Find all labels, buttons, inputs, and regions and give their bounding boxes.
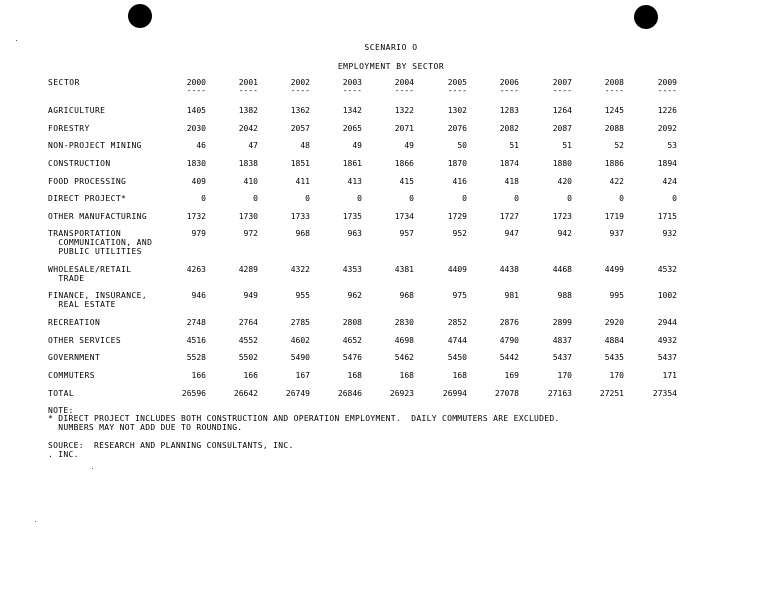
table-cell: 1894 — [657, 159, 677, 168]
table-cell: 1302 — [447, 106, 467, 115]
table-cell: 53 — [667, 141, 677, 150]
table-cell: 1723 — [552, 212, 572, 221]
table-cell: 0 — [201, 194, 206, 203]
table-cell: 972 — [243, 229, 258, 238]
table-cell: 26846 — [337, 389, 362, 398]
table-cell: 420 — [557, 177, 572, 186]
row-label: TOTAL — [48, 389, 75, 398]
header-underline: ---- — [394, 86, 414, 95]
table-cell: 949 — [243, 291, 258, 300]
table-cell: 1886 — [604, 159, 624, 168]
header-underline: ---- — [238, 86, 258, 95]
table-cell: 1226 — [657, 106, 677, 115]
table-cell: 2065 — [342, 124, 362, 133]
header-underline: ---- — [290, 86, 310, 95]
table-cell: 1870 — [447, 159, 467, 168]
table-cell: 411 — [295, 177, 310, 186]
table-cell: 1405 — [186, 106, 206, 115]
year-column-header: 2009 — [657, 78, 677, 87]
table-cell: 968 — [399, 291, 414, 300]
header-underline: ---- — [552, 86, 572, 95]
table-cell: 4744 — [447, 336, 467, 345]
table-cell: 1727 — [499, 212, 519, 221]
table-cell: 1730 — [238, 212, 258, 221]
table-cell: 1838 — [238, 159, 258, 168]
table-cell: 27251 — [599, 389, 624, 398]
table-cell: 988 — [557, 291, 572, 300]
table-cell: 2920 — [604, 318, 624, 327]
row-label: FORESTRY — [48, 124, 90, 133]
year-column-header: 2001 — [238, 78, 258, 87]
table-cell: 46 — [196, 141, 206, 150]
table-cell: 26994 — [442, 389, 467, 398]
year-column-header: 2004 — [394, 78, 414, 87]
header-underline: ---- — [604, 86, 624, 95]
table-cell: 2899 — [552, 318, 572, 327]
table-cell: 422 — [609, 177, 624, 186]
table-cell: 1382 — [238, 106, 258, 115]
table-cell: 968 — [295, 229, 310, 238]
table-cell: 424 — [662, 177, 677, 186]
table-cell: 955 — [295, 291, 310, 300]
table-cell: 2087 — [552, 124, 572, 133]
year-column-header: 2005 — [447, 78, 467, 87]
table-cell: 4698 — [394, 336, 414, 345]
table-cell: 1715 — [657, 212, 677, 221]
source-line: SOURCE: RESEARCH AND PLANNING CONSULTANTS, INC. — [48, 441, 294, 450]
table-cell: 1322 — [394, 106, 414, 115]
table-cell: 937 — [609, 229, 624, 238]
row-label: DIRECT PROJECT* — [48, 194, 127, 203]
table-cell: 5437 — [657, 353, 677, 362]
table-cell: 2830 — [394, 318, 414, 327]
table-cell: 995 — [609, 291, 624, 300]
table-cell: 1002 — [657, 291, 677, 300]
year-column-header: 2007 — [552, 78, 572, 87]
row-label: FINANCE, INSURANCE, REAL ESTATE — [48, 291, 148, 309]
scan-speck — [16, 40, 17, 41]
sector-column-header: SECTOR — [48, 78, 80, 87]
row-label: FOOD PROCESSING — [48, 177, 127, 186]
table-cell: 0 — [619, 194, 624, 203]
table-cell: 1342 — [342, 106, 362, 115]
table-cell: 409 — [191, 177, 206, 186]
table-cell: 4263 — [186, 265, 206, 274]
table-cell: 168 — [452, 371, 467, 380]
table-cell: 2944 — [657, 318, 677, 327]
table-cell: 5437 — [552, 353, 572, 362]
table-cell: 979 — [191, 229, 206, 238]
table-cell: 1874 — [499, 159, 519, 168]
row-label: GOVERNMENT — [48, 353, 101, 362]
table-cell: 4438 — [499, 265, 519, 274]
table-cell: 51 — [562, 141, 572, 150]
table-cell: 4837 — [552, 336, 572, 345]
header-underline: ---- — [186, 86, 206, 95]
table-cell: 26642 — [233, 389, 258, 398]
table-cell: 168 — [347, 371, 362, 380]
table-cell: 5442 — [499, 353, 519, 362]
table-cell: 1735 — [342, 212, 362, 221]
table-cell: 1264 — [552, 106, 572, 115]
table-cell: 52 — [614, 141, 624, 150]
table-cell: 1732 — [186, 212, 206, 221]
table-cell: 4932 — [657, 336, 677, 345]
table-cell: 0 — [253, 194, 258, 203]
table-cell: 4652 — [342, 336, 362, 345]
table-cell: 2057 — [290, 124, 310, 133]
table-cell: 2076 — [447, 124, 467, 133]
table-cell: 1729 — [447, 212, 467, 221]
table-cell: 0 — [514, 194, 519, 203]
table-cell: 4790 — [499, 336, 519, 345]
table-cell: 410 — [243, 177, 258, 186]
table-cell: 0 — [462, 194, 467, 203]
table-cell: 946 — [191, 291, 206, 300]
table-cell: 166 — [243, 371, 258, 380]
table-cell: 48 — [300, 141, 310, 150]
table-cell: 952 — [452, 229, 467, 238]
table-cell: 5462 — [394, 353, 414, 362]
note-line-2: NUMBERS MAY NOT ADD DUE TO ROUNDING. — [48, 423, 243, 432]
table-cell: 4381 — [394, 265, 414, 274]
table-cell: 4499 — [604, 265, 624, 274]
table-cell: 0 — [567, 194, 572, 203]
table-cell: 2808 — [342, 318, 362, 327]
binder-hole-right — [634, 5, 658, 29]
table-cell: 2082 — [499, 124, 519, 133]
table-cell: 49 — [404, 141, 414, 150]
table-cell: 962 — [347, 291, 362, 300]
table-cell: 418 — [504, 177, 519, 186]
scan-speck — [92, 468, 93, 469]
table-cell: 4532 — [657, 265, 677, 274]
table-cell: 1861 — [342, 159, 362, 168]
table-cell: 170 — [609, 371, 624, 380]
table-cell: 2748 — [186, 318, 206, 327]
table-cell: 932 — [662, 229, 677, 238]
table-cell: 5476 — [342, 353, 362, 362]
year-column-header: 2008 — [604, 78, 624, 87]
year-column-header: 2006 — [499, 78, 519, 87]
table-cell: 167 — [295, 371, 310, 380]
table-cell: 2764 — [238, 318, 258, 327]
table-cell: 2092 — [657, 124, 677, 133]
year-column-header: 2003 — [342, 78, 362, 87]
table-cell: 2785 — [290, 318, 310, 327]
page-title: SCENARIO O — [364, 43, 418, 52]
header-underline: ---- — [499, 86, 519, 95]
note-line-1: * DIRECT PROJECT INCLUDES BOTH CONSTRUCTION AND OPERATION EMPLOYMENT. DAILY COMMUTERS ARE EXCLUDED. — [48, 414, 560, 423]
header-underline: ---- — [447, 86, 467, 95]
table-cell: 5450 — [447, 353, 467, 362]
table-cell: 1880 — [552, 159, 572, 168]
table-cell: 963 — [347, 229, 362, 238]
source-line-2: . INC. — [48, 450, 79, 459]
table-cell: 947 — [504, 229, 519, 238]
table-cell: 1734 — [394, 212, 414, 221]
table-cell: 1866 — [394, 159, 414, 168]
table-cell: 27354 — [652, 389, 677, 398]
table-cell: 170 — [557, 371, 572, 380]
table-cell: 171 — [662, 371, 677, 380]
table-cell: 1733 — [290, 212, 310, 221]
row-label: RECREATION — [48, 318, 101, 327]
table-cell: 166 — [191, 371, 206, 380]
row-label: OTHER SERVICES — [48, 336, 122, 345]
table-cell: 26749 — [285, 389, 310, 398]
row-label: OTHER MANUFACTURING — [48, 212, 148, 221]
note-heading: NOTE: — [48, 406, 74, 415]
table-cell: 49 — [352, 141, 362, 150]
table-cell: 2042 — [238, 124, 258, 133]
scan-speck — [35, 521, 36, 522]
table-cell: 27163 — [547, 389, 572, 398]
table-cell: 0 — [672, 194, 677, 203]
year-column-header: 2000 — [186, 78, 206, 87]
table-cell: 1283 — [499, 106, 519, 115]
table-cell: 168 — [399, 371, 414, 380]
table-cell: 4884 — [604, 336, 624, 345]
table-cell: 5490 — [290, 353, 310, 362]
table-cell: 2030 — [186, 124, 206, 133]
table-cell: 1245 — [604, 106, 624, 115]
table-cell: 4602 — [290, 336, 310, 345]
header-underline: ---- — [657, 86, 677, 95]
table-cell: 957 — [399, 229, 414, 238]
table-cell: 1362 — [290, 106, 310, 115]
header-underline: ---- — [342, 86, 362, 95]
table-cell: 27078 — [494, 389, 519, 398]
table-cell: 975 — [452, 291, 467, 300]
table-cell: 4516 — [186, 336, 206, 345]
table-cell: 4552 — [238, 336, 258, 345]
table-cell: 47 — [248, 141, 258, 150]
table-cell: 1719 — [604, 212, 624, 221]
table-cell: 26923 — [389, 389, 414, 398]
table-cell: 415 — [399, 177, 414, 186]
table-cell: 0 — [409, 194, 414, 203]
table-cell: 5502 — [238, 353, 258, 362]
table-cell: 4289 — [238, 265, 258, 274]
table-cell: 2852 — [447, 318, 467, 327]
row-label: WHOLESALE/RETAIL TRADE — [48, 265, 132, 283]
table-cell: 4468 — [552, 265, 572, 274]
table-cell: 0 — [305, 194, 310, 203]
table-cell: 1830 — [186, 159, 206, 168]
table-cell: 2071 — [394, 124, 414, 133]
table-cell: 51 — [509, 141, 519, 150]
table-cell: 4322 — [290, 265, 310, 274]
row-label: COMMUTERS — [48, 371, 95, 380]
table-cell: 0 — [357, 194, 362, 203]
binder-hole-left — [128, 4, 152, 28]
row-label: NON-PROJECT MINING — [48, 141, 142, 150]
year-column-header: 2002 — [290, 78, 310, 87]
table-title: EMPLOYMENT BY SECTOR — [337, 62, 445, 71]
table-cell: 2088 — [604, 124, 624, 133]
table-cell: 981 — [504, 291, 519, 300]
table-cell: 50 — [457, 141, 467, 150]
table-cell: 416 — [452, 177, 467, 186]
table-cell: 4409 — [447, 265, 467, 274]
table-cell: 26596 — [181, 389, 206, 398]
table-cell: 5435 — [604, 353, 624, 362]
row-label: CONSTRUCTION — [48, 159, 111, 168]
table-cell: 942 — [557, 229, 572, 238]
row-label: AGRICULTURE — [48, 106, 106, 115]
row-label: TRANSPORTATION COMMUNICATION, AND PUBLIC UTILITIES — [48, 229, 153, 256]
table-cell: 169 — [504, 371, 519, 380]
table-cell: 5528 — [186, 353, 206, 362]
table-cell: 2876 — [499, 318, 519, 327]
table-cell: 1851 — [290, 159, 310, 168]
table-cell: 413 — [347, 177, 362, 186]
table-cell: 4353 — [342, 265, 362, 274]
